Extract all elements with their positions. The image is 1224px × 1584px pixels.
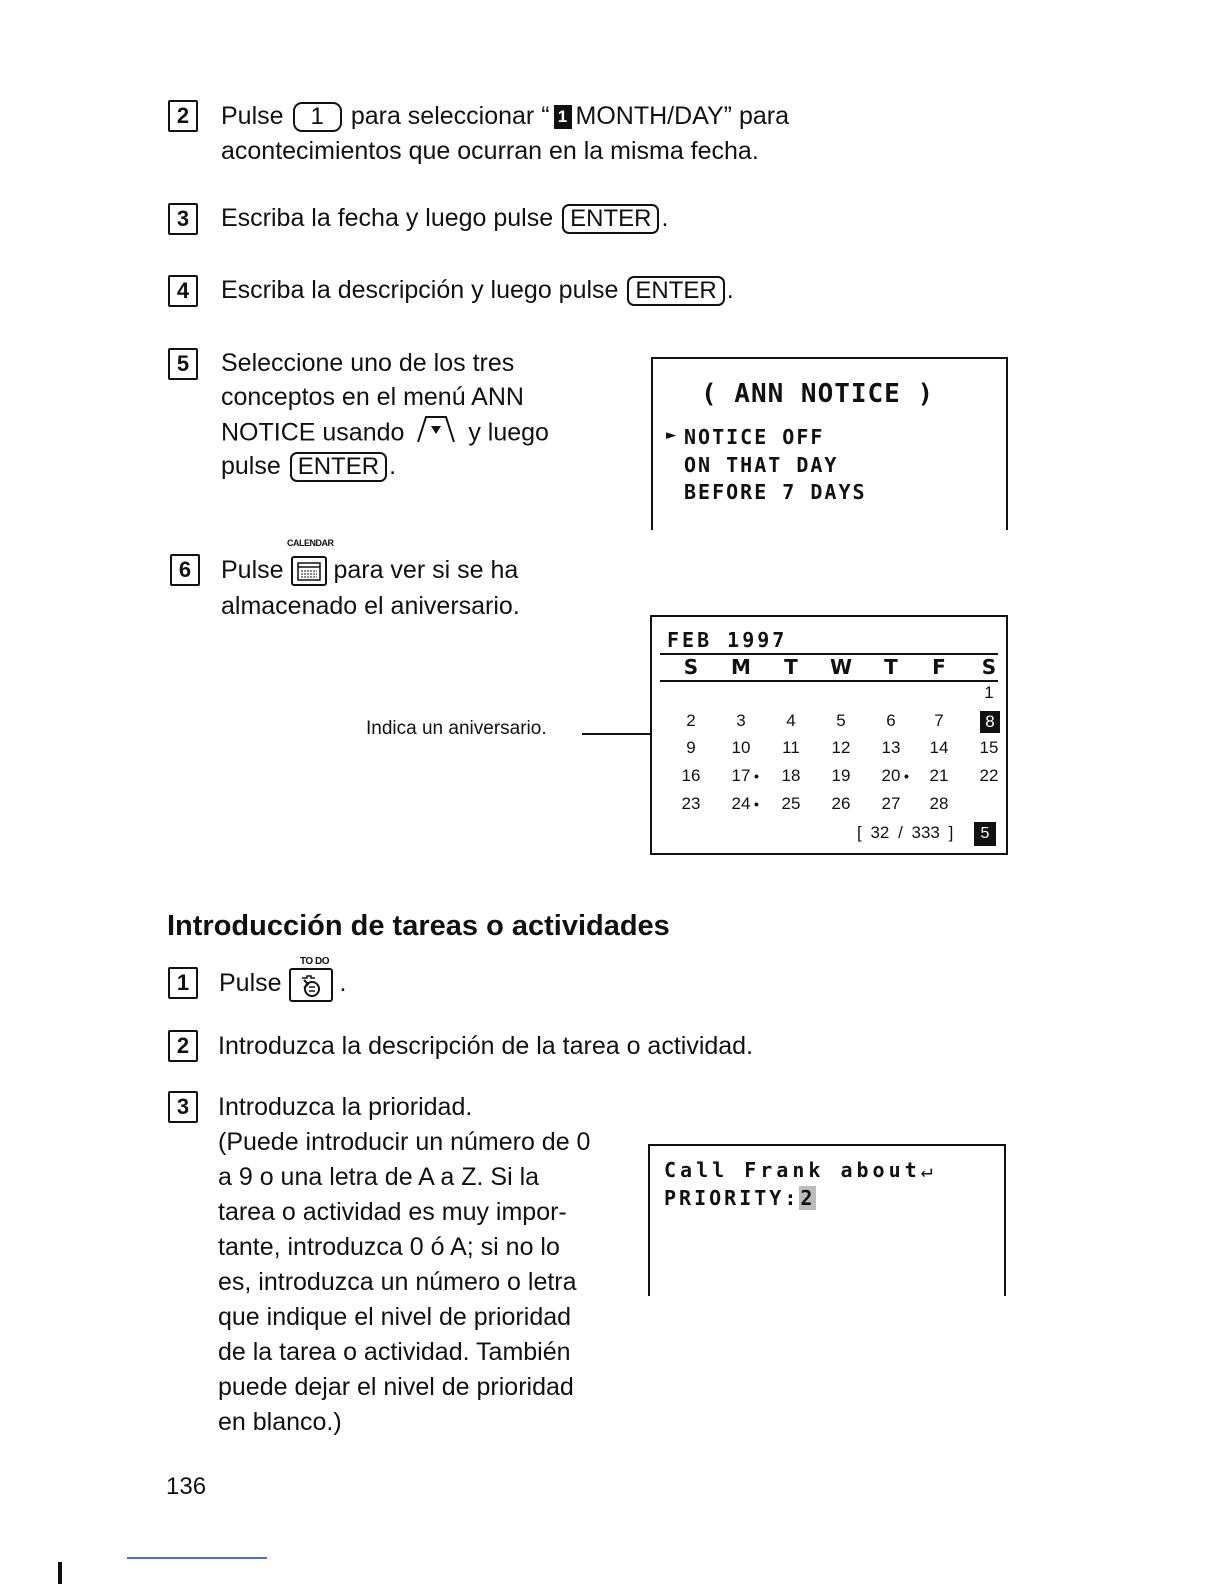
calendar-day: 26 bbox=[831, 794, 851, 813]
calendar-day: 17 bbox=[731, 766, 751, 785]
enter-key: ENTER bbox=[562, 204, 659, 234]
todo-step-3-body bbox=[218, 1090, 628, 1440]
calendar-day: 10 bbox=[731, 738, 751, 757]
todo-step-1-post: . bbox=[339, 969, 347, 997]
todo-step-3-line: que indique el nivel de prioridad bbox=[218, 1303, 572, 1331]
step-number-3: 3 bbox=[168, 203, 198, 235]
step-2-text bbox=[221, 99, 1021, 134]
calendar-day: 4 bbox=[786, 711, 796, 730]
step-5-line4-pre: pulse bbox=[221, 452, 281, 480]
inverse-key-1: 1 bbox=[554, 105, 572, 129]
todo-step-2-text: Introduzca la descripción de la tarea o actividad. bbox=[218, 1032, 754, 1060]
page-number: 136 bbox=[166, 1473, 207, 1500]
todo-step-3-line: tante, introduzca 0 ó A; si no lo bbox=[218, 1233, 560, 1261]
calendar-weekday: S bbox=[981, 655, 997, 679]
calendar-day: 18 bbox=[781, 766, 801, 785]
todo-step-3-line: a 9 o una letra de A a Z. Si la bbox=[218, 1163, 540, 1191]
step-4-post: . bbox=[726, 276, 734, 304]
ann-notice-item-3: BEFORE 7 DAYS bbox=[684, 480, 867, 504]
calendar-weekday: S bbox=[683, 655, 699, 679]
step-3-text bbox=[221, 201, 1021, 236]
step-number-4: 4 bbox=[168, 275, 198, 307]
anniversary-annotation: Indica un aniversario. bbox=[366, 718, 547, 739]
todo-description: Call Frank about bbox=[664, 1158, 921, 1182]
todo-step-3-line: Introduzca la prioridad. bbox=[218, 1093, 473, 1121]
calendar-weekday: M bbox=[731, 655, 751, 679]
cursor-down-key-icon bbox=[415, 414, 457, 454]
calendar-day: 13 bbox=[881, 738, 901, 757]
step-2-line2: acontecimientos que ocurran en la misma fecha. bbox=[221, 137, 759, 165]
calendar-key-label: CALENDAR bbox=[287, 538, 334, 548]
return-mark-icon: ↵ bbox=[920, 1158, 937, 1182]
calendar-header-bottom-rule bbox=[660, 680, 998, 682]
step-5-line3 bbox=[221, 414, 641, 454]
todo-screen bbox=[648, 1144, 1006, 1296]
anniversary-mark: • bbox=[754, 768, 759, 784]
step-5-line3-post: y luego bbox=[468, 418, 549, 447]
calendar-day: 16 bbox=[681, 766, 701, 785]
calendar-footer: [ 32 / 333 ] bbox=[857, 823, 954, 842]
step-5-line2: conceptos en el menú ANN bbox=[221, 383, 524, 411]
todo-screen-line1 bbox=[664, 1158, 937, 1182]
anniversary-mark: • bbox=[904, 768, 909, 784]
bottom-rule bbox=[127, 1557, 267, 1559]
todo-step-1-text bbox=[219, 966, 346, 1002]
ann-notice-title: ( ANN NOTICE ) bbox=[701, 379, 935, 409]
bottom-mark bbox=[58, 1562, 62, 1584]
step-5-line1: Seleccione uno de los tres bbox=[221, 349, 515, 377]
priority-label: PRIORITY: bbox=[664, 1186, 800, 1210]
todo-key-label: TO DO bbox=[300, 956, 329, 967]
calendar-day: 19 bbox=[831, 766, 851, 785]
calendar-day: 25 bbox=[781, 794, 801, 813]
step-6-post: para ver si se ha bbox=[333, 556, 519, 584]
calendar-footer-badge: 5 bbox=[974, 822, 996, 846]
step-6-line2: almacenado el aniversario. bbox=[221, 592, 520, 620]
todo-step-number-1: 1 bbox=[168, 967, 198, 999]
calendar-day: 6 bbox=[886, 711, 896, 730]
step-6-pre: Pulse bbox=[221, 556, 284, 584]
todo-step-1-pre: Pulse bbox=[219, 969, 282, 997]
calendar-day: 12 bbox=[831, 738, 851, 757]
todo-step-3-line: tarea o actividad es muy impor- bbox=[218, 1198, 567, 1226]
ann-notice-item-1: NOTICE OFF bbox=[684, 425, 825, 449]
step-3-pre: Escriba la fecha y luego pulse bbox=[221, 204, 554, 232]
todo-step-3-line: en blanco.) bbox=[218, 1408, 342, 1436]
calendar-day: 21 bbox=[929, 766, 949, 785]
step-2-pre: Pulse bbox=[221, 102, 284, 130]
calendar-month: FEB 1997 bbox=[667, 628, 788, 652]
step-number-2: 2 bbox=[168, 100, 198, 132]
calendar-weekday: W bbox=[829, 655, 853, 679]
calendar-day: 27 bbox=[881, 794, 901, 813]
ann-notice-cursor: ► bbox=[666, 425, 677, 445]
calendar-screen bbox=[650, 615, 1008, 855]
todo-key-icon bbox=[289, 968, 333, 1002]
todo-step-3-line: puede dejar el nivel de prioridad bbox=[218, 1373, 574, 1401]
enter-key: ENTER bbox=[627, 276, 724, 306]
step-4-pre: Escriba la descripción y luego pulse bbox=[221, 276, 619, 304]
step-6-text bbox=[221, 553, 641, 588]
priority-value-cursor: 2 bbox=[800, 1186, 816, 1210]
calendar-day: 9 bbox=[686, 738, 696, 757]
calendar-weekday: T bbox=[784, 655, 798, 679]
calendar-day-highlighted: 8 bbox=[980, 711, 1000, 733]
calendar-day: 15 bbox=[979, 738, 999, 757]
todo-step-3-line: es, introduzca un número o letra bbox=[218, 1268, 577, 1296]
step-2-post: MONTH/DAY” para bbox=[575, 102, 789, 130]
ann-notice-screen bbox=[651, 357, 1008, 530]
calendar-day: 23 bbox=[681, 794, 701, 813]
calendar-weekday: F bbox=[932, 655, 946, 679]
calendar-day: 24 bbox=[731, 794, 751, 813]
calendar-day: 14 bbox=[929, 738, 949, 757]
calendar-weekday: T bbox=[884, 655, 898, 679]
calendar-day: 22 bbox=[979, 766, 999, 785]
anniversary-mark: • bbox=[754, 796, 759, 812]
step-5-line4-post: . bbox=[389, 452, 397, 480]
step-2-mid: para seleccionar “ bbox=[350, 102, 550, 130]
calendar-day: 11 bbox=[782, 738, 800, 757]
step-number-6: 6 bbox=[170, 554, 200, 586]
calendar-day: 1 bbox=[984, 683, 994, 702]
calendar-day: 3 bbox=[736, 711, 746, 730]
step-4-text bbox=[221, 273, 1021, 308]
todo-step-3-line: de la tarea o actividad. También bbox=[218, 1338, 571, 1366]
calendar-day: 5 bbox=[836, 711, 846, 730]
enter-key: ENTER bbox=[290, 452, 387, 482]
todo-screen-line2 bbox=[664, 1186, 816, 1210]
section-title: Introducción de tareas o actividades bbox=[167, 910, 670, 942]
calendar-day: 2 bbox=[686, 711, 696, 730]
calendar-day: 7 bbox=[934, 711, 944, 730]
todo-step-number-3: 3 bbox=[168, 1091, 198, 1123]
step-5-line3-pre: NOTICE usando bbox=[221, 418, 405, 447]
todo-step-number-2: 2 bbox=[168, 1030, 198, 1062]
ann-notice-item-2: ON THAT DAY bbox=[684, 453, 839, 477]
key-1: 1 bbox=[293, 102, 342, 132]
calendar-key-icon bbox=[291, 556, 327, 586]
step-number-5: 5 bbox=[168, 348, 198, 380]
calendar-day: 20 bbox=[881, 766, 901, 785]
calendar-day: 28 bbox=[929, 794, 949, 813]
step-3-post: . bbox=[661, 204, 669, 232]
step-5-line4 bbox=[221, 449, 396, 484]
todo-step-3-line: (Puede introducir un número de 0 bbox=[218, 1128, 591, 1156]
